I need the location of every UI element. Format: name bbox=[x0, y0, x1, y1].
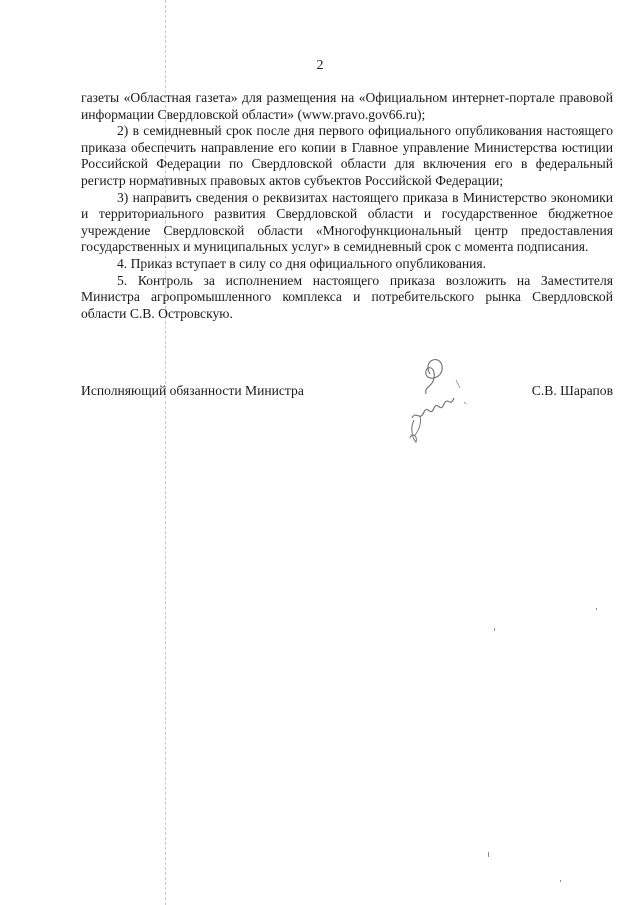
scan-speck bbox=[494, 628, 495, 631]
handwritten-signature bbox=[400, 352, 480, 452]
scan-speck bbox=[596, 608, 597, 610]
paragraph-item-4: 4. Приказ вступает в силу со дня официального опубликования. bbox=[117, 255, 487, 271]
scan-speck bbox=[560, 880, 561, 882]
paragraph-item-3: 3) направить сведения о реквизитах настоящего приказа в Министерство экономики и территориального развития Свердловской области и государственное бюджетное учреждение Свердловской области «Многофункциональный центр предоставления государственных и муниципальных услуг» в семидневный срок с момента подписания. bbox=[81, 189, 613, 255]
scan-speck bbox=[488, 852, 489, 857]
document-body bbox=[81, 90, 613, 322]
page-number: 2 bbox=[316, 58, 324, 73]
signatory-name: С.В. Шарапов bbox=[531, 383, 613, 398]
paragraph-item-5: 5. Контроль за исполнением настоящего приказа возложить на Заместителя Министра агропромышленного комплекса и потребительского рынка Свердловской области С.В. Островскую. bbox=[81, 272, 613, 321]
paragraph-item-2: 2) в семидневный срок после дня первого официального опубликования настоящего приказа обеспечить направление его копии в Главное управление Министерства юстиции Российской Федерации по Свердловской области для включения его в федеральный регистр нормативных правовых актов субъектов Российской Федерации; bbox=[81, 123, 613, 188]
paragraph-continuation: газеты «Областная газета» для размещения на «Официальном интернет-портале правовой информации Свердловской области» (www.pravo.gov66.ru); bbox=[81, 90, 613, 122]
signatory-position: Исполняющий обязанности Министра bbox=[81, 383, 304, 398]
